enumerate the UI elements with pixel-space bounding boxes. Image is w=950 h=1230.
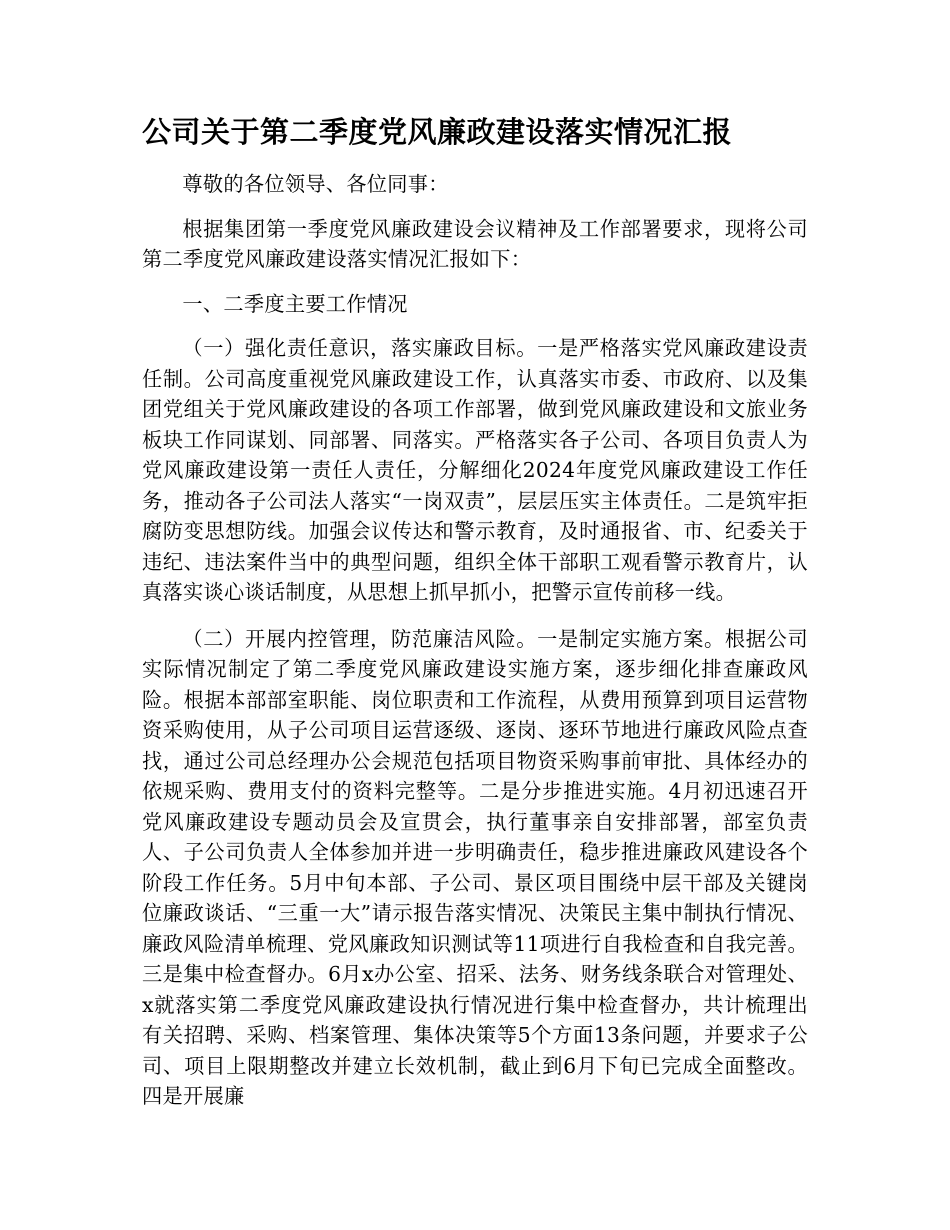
document-body [142, 112, 808, 1126]
document-title: 公司关于第二季度党风廉政建设落实情况汇报 [142, 115, 733, 149]
salutation-paragraph: 尊敬的各位领导、各位同事： [182, 172, 449, 196]
section-heading: 一、二季度主要工作情况 [182, 291, 408, 316]
body-paragraph-2: （二）开展内控管理，防范廉洁风险。一是制定实施方案。根据公司实际情况制定了第二季度党风廉政建设实施方案，逐步细化排查廉政风险。根据本部部室职能、岗位职责和工作流程，从费用预算到项目运营物资采购使用，从子公司项目运营逐级、逐岗、逐环节地进行廉政风险点查找，通过公司总经理办公会规范包括项目物资采购事前审批、具体经办的依规采购、费用支付的资料完整等。二是分步推进实施。4月初迅速召开党风廉政建设专题动员会及宣贯会，执行董事亲自安排部署，部室负责人、子公司负责人全体参加并进一步明确责任，稳步推进廉政风建设各个阶段工作任务。5月中旬本部、子公司、景区项目围绕中层干部及关键岗位廉政谈话、“三重一大”请示报告落实情况、决策民主集中制执行情况、廉政风险清单梳理、党风廉政知识测试等11项进行自我检查和自我完善。三是集中检查督办。6月x办公室、招采、法务、财务线条联合对管理处、x就落实第二季度党风廉政建设执行情况进行集中检查督办，共计梳理出有关招聘、采购、档案管理、集体决策等5个方面13条问题，并要求子公司、项目上限期整改并建立长效机制，截止到6月下旬已完成全面整改。四是开展廉 [142, 626, 808, 1108]
body-paragraph-1: （一）强化责任意识，落实廉政目标。一是严格落实党风廉政建设责任制。公司高度重视党风廉政建设工作，认真落实市委、市政府、以及集团党组关于党风廉政建设的各项工作部署，做到党风廉政建设和文旅业务板块工作同谋划、同部署、同落实。严格落实各子公司、各项目负责人为党风廉政建设第一责任人责任，分解细化2024年度党风廉政建设工作任务，推动各子公司法人落实“一岗双责”，层层压实主体责任。二是筑牢拒腐防变思想防线。加强会议传达和警示教育，及时通报省、市、纪委关于违纪、违法案件当中的典型问题，组织全体干部职工观看警示教育片，认真落实谈心谈话制度，从思想上抓早抓小，把警示宣传前移一线。 [142, 336, 808, 604]
intro-paragraph: 根据集团第一季度党风廉政建设会议精神及工作部署要求，现将公司第二季度党风廉政建设落实情况汇报如下： [142, 216, 808, 271]
